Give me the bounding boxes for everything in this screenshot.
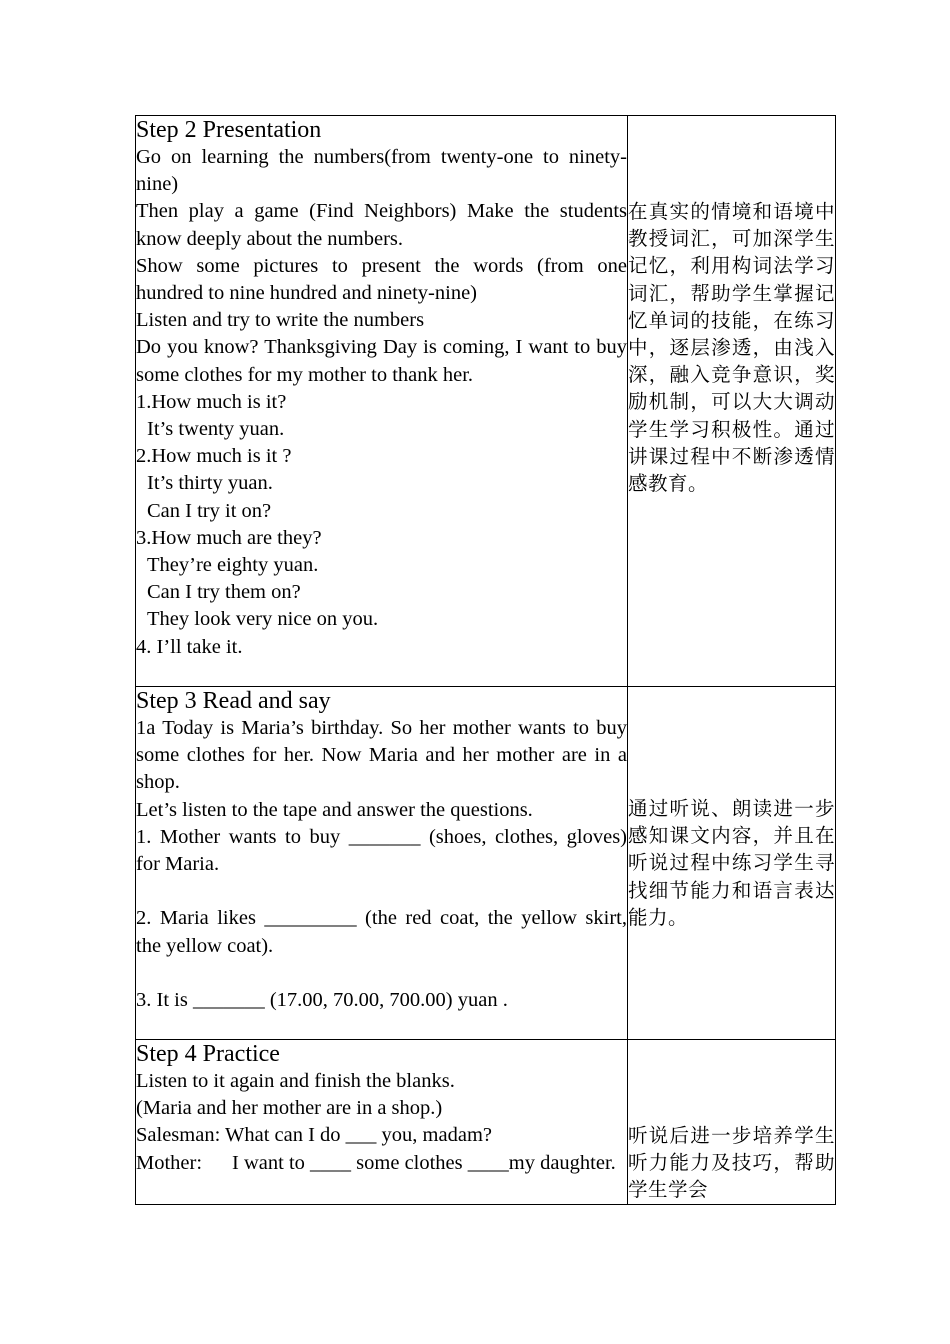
step2-content — [136, 116, 628, 687]
step2-line: Do you know? Thanksgiving Day is coming, I want to buy some clothes for my mother to thank her. — [136, 336, 627, 386]
spacer — [136, 960, 627, 987]
dialogue-answer: They look very nice on you. — [147, 608, 379, 631]
dialogue-answer: It’s thirty yuan. — [147, 472, 273, 495]
step3-title: Step 3 Read and say — [136, 688, 331, 714]
dialogue-answer: They’re eighty yuan. — [147, 554, 319, 577]
step4-line — [136, 1150, 627, 1177]
step3-note: 通过听说、朗读进一步感知课文内容，并且在听说过程中练习学生寻找细节能力和语言表达能力。 — [628, 797, 835, 929]
dialogue-answer: It’s twenty yuan. — [147, 418, 285, 441]
step4-line: Listen to it again and finish the blanks. — [136, 1070, 455, 1092]
step2-line: Then play a game (Find Neighbors) Make the students know deeply about the numbers. — [136, 200, 627, 250]
lesson-plan-table — [135, 115, 836, 1205]
step3-row — [136, 687, 836, 1040]
step3-line: Let’s listen to the tape and answer the questions. — [136, 798, 533, 821]
step2-line: Go on learning the numbers(from twenty-one to ninety-nine) — [136, 146, 627, 196]
step4-title: Step 4 Practice — [136, 1041, 280, 1067]
speaker-text: I want to ____ some clothes ____my daughter. — [232, 1151, 616, 1174]
spacer — [136, 878, 627, 905]
dialogue-answer: Can I try it on? — [147, 499, 272, 522]
step4-line: Salesman: What can I do ___ you, madam? — [136, 1124, 492, 1147]
step2-note-cell — [628, 116, 836, 687]
step3-note-cell — [628, 687, 836, 1040]
step3-line: 1a Today is Maria’s birthday. So her mother wants to buy some clothes for her. Now Maria and her mother are in a shop. — [136, 717, 627, 794]
step3-content — [136, 687, 628, 1040]
step2-title: Step 2 Presentation — [136, 117, 322, 143]
step4-line: (Maria and her mother are in a shop.) — [136, 1097, 443, 1120]
step3-question: 2. Maria likes _________ (the red coat, the yellow skirt, the yellow coat). — [136, 907, 627, 957]
step2-line: Listen and try to write the numbers — [136, 309, 425, 332]
dialogue-question: 2.How much is it ? — [136, 445, 292, 468]
step2-row — [136, 116, 836, 687]
step4-note-cell — [628, 1040, 836, 1205]
step3-question: 3. It is _______ (17.00, 70.00, 700.00) yuan . — [136, 989, 508, 1011]
step3-question: 1. Mother wants to buy _______ (shoes, clothes, gloves) for Maria. — [136, 825, 627, 876]
dialogue-question: 1.How much is it? — [136, 390, 287, 413]
step4-row — [136, 1040, 836, 1205]
dialogue-answer: Can I try them on? — [147, 581, 301, 604]
speaker-label: Mother: — [136, 1151, 203, 1174]
step4-content — [136, 1040, 628, 1205]
dialogue-question: 4. I’ll take it. — [136, 635, 243, 658]
step4-note: 听说后进一步培养学生听力能力及技巧，帮助学生学会 — [628, 1124, 835, 1202]
step2-note: 在真实的情境和语境中教授词汇，可加深学生记忆，利用构词法学习词汇，帮助学生掌握记忆单词的技能，在练习中，逐层渗透，由浅入深，融入竞争意识，奖励机制，可以大大调动学生学习积极性。通过讲课过程中不断渗透情感教育。 — [628, 200, 835, 496]
step2-line: Show some pictures to present the words (from one hundred to nine hundred and ninety-nine) — [136, 254, 627, 305]
dialogue-question: 3.How much are they? — [136, 526, 322, 549]
